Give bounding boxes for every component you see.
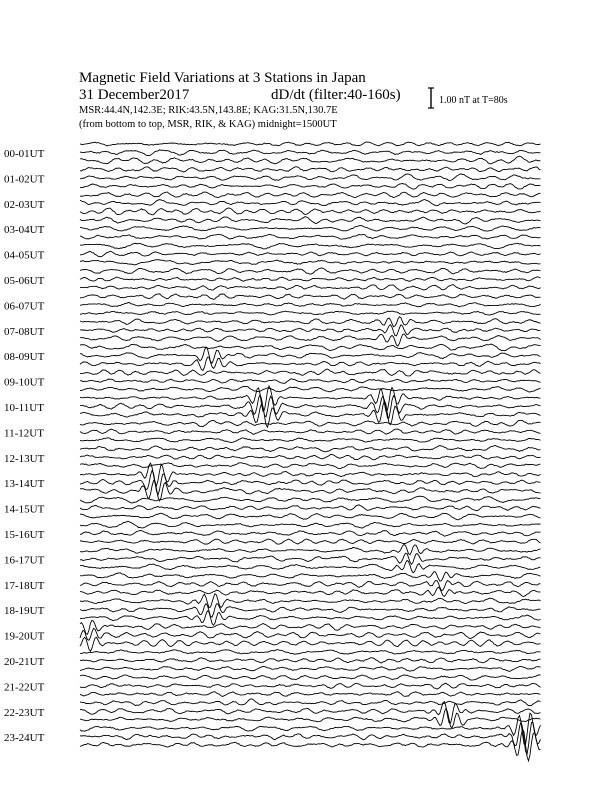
traces — [80, 142, 541, 761]
station-trace — [80, 666, 541, 671]
station-trace — [80, 420, 541, 426]
station-trace — [80, 192, 541, 198]
station-trace — [80, 454, 541, 459]
hour-label: 12-13UT — [4, 452, 45, 465]
station-trace — [80, 386, 541, 411]
station-trace — [80, 401, 541, 428]
station-trace — [80, 317, 541, 327]
hour-label: 06-07UT — [4, 300, 45, 313]
station-trace — [80, 379, 541, 384]
hour-label: 02-03UT — [4, 198, 45, 211]
hour-label: 03-04UT — [4, 224, 45, 237]
station-trace — [80, 184, 541, 190]
hour-label: 05-06UT — [4, 275, 45, 287]
station-trace — [80, 251, 541, 256]
station-trace — [80, 311, 541, 315]
hour-label: 10-11UT — [4, 402, 44, 414]
hour-label: 11-12UT — [4, 427, 44, 440]
station-trace — [80, 344, 541, 351]
station-trace — [80, 234, 541, 239]
station-trace — [80, 303, 541, 307]
station-trace — [80, 150, 541, 156]
station-trace — [80, 386, 541, 392]
hour-label: 08-09UT — [4, 351, 45, 364]
station-trace — [80, 167, 541, 172]
station-trace — [80, 505, 541, 511]
chart-quantity: dD/dt (filter:40-160s) — [271, 87, 401, 103]
station-trace — [80, 587, 541, 596]
chart-title: Magnetic Field Variations at 3 Stations in Japan — [79, 70, 366, 86]
station-trace — [80, 611, 541, 625]
hour-label: 20-21UT — [4, 656, 45, 668]
station-trace — [80, 357, 541, 370]
station-trace — [80, 729, 541, 761]
station-trace — [80, 572, 541, 582]
station-trace — [80, 637, 541, 651]
hour-label: 01-02UT — [4, 173, 45, 186]
station-trace — [80, 513, 541, 520]
station-trace — [80, 683, 541, 689]
station-trace — [80, 226, 541, 231]
station-trace — [80, 713, 541, 745]
hour-label: 23-24UT — [4, 732, 45, 745]
scale-bar — [428, 88, 434, 108]
hour-label: 04-05UT — [4, 249, 45, 262]
station-trace — [80, 277, 541, 282]
station-trace — [80, 708, 541, 727]
hour-label: 18-19UT — [4, 605, 45, 618]
station-trace — [80, 429, 541, 434]
station-trace — [80, 243, 541, 249]
hour-label: 07-08UT — [4, 325, 45, 338]
hour-label: 22-23UT — [4, 706, 45, 719]
station-trace — [80, 521, 541, 528]
station-trace — [80, 156, 541, 164]
station-trace — [80, 369, 541, 376]
station-trace — [80, 174, 541, 181]
hour-labels — [4, 148, 45, 744]
station-trace — [80, 347, 541, 363]
chart-date: 31 December2017 — [79, 87, 190, 103]
hour-label: 16-17UT — [4, 554, 45, 567]
station-trace — [80, 531, 541, 537]
station-trace — [80, 628, 541, 640]
station-trace — [80, 658, 541, 663]
station-trace — [80, 142, 541, 146]
station-trace — [80, 217, 541, 224]
station-trace — [80, 604, 541, 617]
station-trace — [80, 325, 541, 336]
station-trace — [80, 268, 541, 274]
station-trace — [80, 620, 541, 634]
station-trace — [80, 594, 541, 608]
hour-label: 21-22UT — [4, 681, 45, 694]
station-trace — [80, 580, 541, 590]
hour-label: 09-10UT — [4, 376, 45, 389]
hour-label: 17-18UT — [4, 579, 45, 592]
station-order-note: (from bottom to top, MSR, RIK, & KAG) midnight=1500UT — [79, 119, 337, 130]
station-trace — [80, 553, 541, 564]
scale-bar-label: 1.00 nT at T=80s — [439, 95, 508, 106]
station-trace — [80, 539, 541, 544]
station-trace — [80, 438, 541, 443]
station-trace — [80, 445, 541, 451]
station-trace — [80, 199, 541, 205]
hour-label: 14-15UT — [4, 503, 45, 516]
station-trace — [80, 650, 541, 655]
station-coordinates: MSR:44.4N,142.3E; RIK:43.5N,143.8E; KAG:31.5N,130.7E — [79, 105, 338, 116]
station-trace — [80, 699, 541, 706]
hour-label: 13-14UT — [4, 478, 45, 491]
hour-label: 19-20UT — [4, 630, 45, 643]
station-trace — [80, 260, 541, 265]
station-trace — [80, 544, 541, 554]
station-trace — [80, 675, 541, 680]
station-trace — [80, 294, 541, 300]
station-trace — [80, 692, 541, 697]
station-trace — [80, 560, 541, 572]
station-trace — [80, 285, 541, 291]
hour-label: 00-01UT — [4, 148, 45, 160]
station-trace — [80, 334, 541, 346]
station-trace — [80, 208, 541, 215]
hour-label: 15-16UT — [4, 529, 45, 541]
